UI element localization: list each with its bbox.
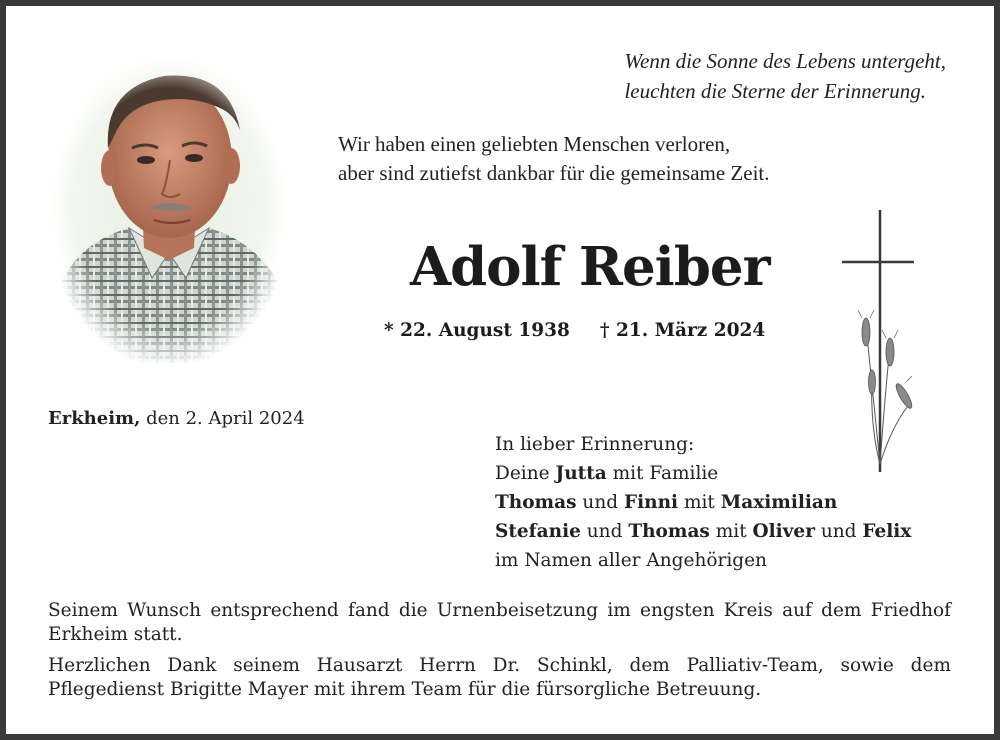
text: und [576,492,624,513]
birth-date: * 22. August 1938 [384,320,570,341]
life-dates [384,320,765,341]
text: und [580,521,629,542]
mourners-line [495,459,911,488]
mourners-line: In lieber Erinnerung: [495,434,695,455]
mourner-name: Jutta [555,463,607,484]
memorial-poem [624,46,946,106]
intro-line: Wir haben einen geliebten Menschen verloren, [338,132,731,156]
place-and-date [48,408,305,429]
intro-line: aber sind zutiefst dankbar für die gemeinsame Zeit. [338,161,770,185]
poem-line: leuchten die Sterne der Erinnerung. [624,79,926,103]
place-name: Erkheim, [48,408,141,429]
poem-line: Wenn die Sonne des Lebens untergeht, [624,49,946,73]
closing-text [48,599,951,709]
mourners-line: im Namen aller Angehörigen [495,550,767,571]
text: mit [709,521,753,542]
intro-text [338,130,770,188]
mourners-list [495,430,911,575]
mourners-line [495,488,911,517]
mourner-name: Maximilian [720,492,838,513]
notice-date: den 2. April 2024 [140,408,305,429]
burial-note: Seinem Wunsch entsprechend fand die Urnenbeisetzung im engsten Kreis auf dem Friedhof Erkheim statt. [48,600,951,645]
mourners-line [495,517,911,546]
mourner-name: Stefanie [495,521,581,542]
text: mit Familie [606,463,719,484]
death-date: † 21. März 2024 [599,320,766,341]
obituary-notice [6,6,994,734]
mourner-name: Finni [623,492,679,513]
mourner-name: Thomas [495,492,577,513]
mourner-name: Thomas [628,521,710,542]
thanks-note: Herzlichen Dank seinem Hausarzt Herrn Dr. Schinkl, dem Palliativ-Team, sowie dem Pflegedienst Brigitte Mayer mit ihrem Team für die fürsorgliche Betreuung. [48,655,951,700]
mourner-name: Oliver [752,521,815,542]
text: mit [678,492,721,513]
mourner-name: Felix [862,521,912,542]
text: Deine [495,463,556,484]
text: und [814,521,863,542]
portrait-photo [44,48,294,368]
deceased-name: Adolf Reiber [410,236,770,298]
